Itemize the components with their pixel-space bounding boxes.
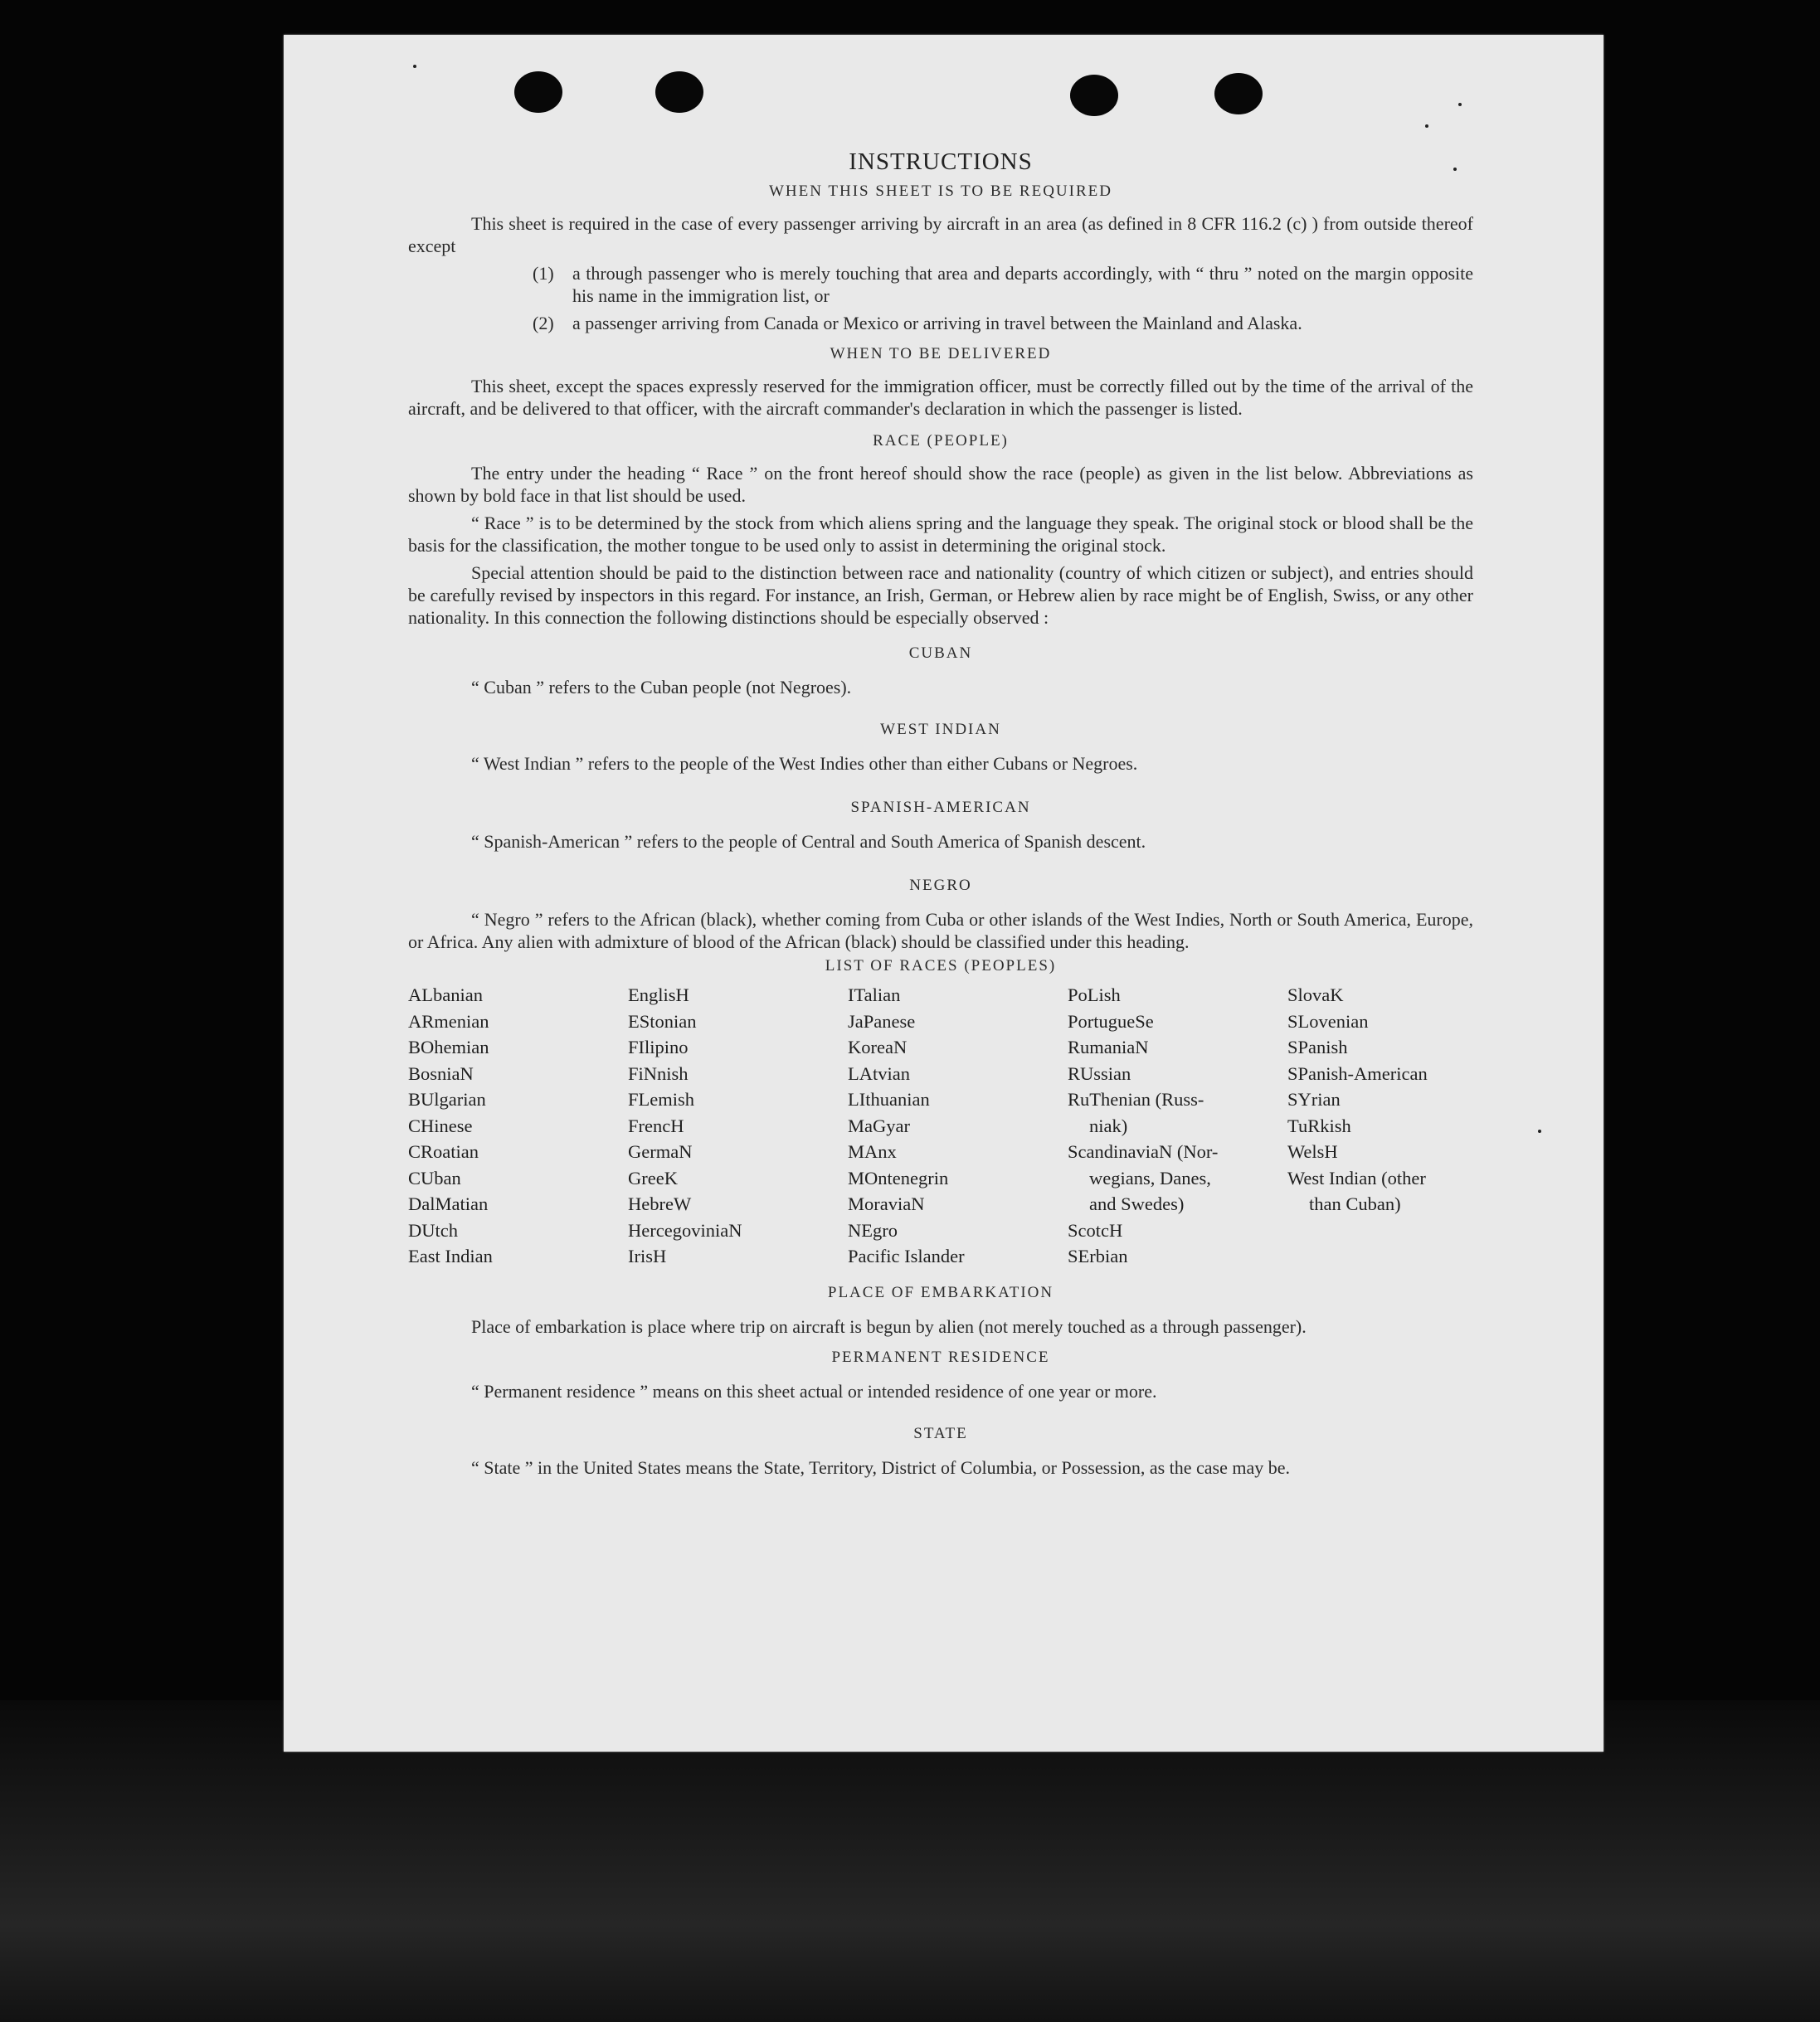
race-entry: RUssian [1068, 1062, 1131, 1084]
embarkation-text: Place of embarkation is place where trip on aircraft is begun by alien (not merely touched as a through passenger). [471, 1315, 1307, 1337]
required-intro: This sheet is required in the case of every passenger arriving by aircraft in an area (as defined in 8 CFR 116.2 (c) ) from outside thereof except [408, 213, 1473, 256]
section-heading-west-indian: WEST INDIAN [880, 721, 1001, 738]
cuban-text: “ Cuban ” refers to the Cuban people (not Negroes). [471, 677, 852, 697]
races-column [628, 982, 848, 1270]
punch-hole [1070, 75, 1118, 116]
exception-text: a through passenger who is merely touching that area and departs accordingly, with “ thru ” noted on the margin opposite his name in the immigration list, or [572, 263, 1473, 306]
races-column [1068, 982, 1287, 1270]
race-entry: SErbian [1068, 1246, 1128, 1266]
race-entry: KoreaN [848, 1037, 908, 1057]
punch-hole [514, 71, 562, 113]
race-entry: MOntenegrin [848, 1167, 949, 1188]
race-entry: ALbanian [408, 984, 483, 1005]
race-entry: ITalian [848, 984, 901, 1005]
races-column [408, 982, 628, 1270]
race-entry: GreeK [628, 1167, 678, 1188]
dust-speck [1425, 124, 1428, 128]
dust-speck [1538, 1130, 1541, 1133]
race-entry: FLemish [628, 1089, 695, 1110]
race-entry: BOhemian [408, 1037, 489, 1057]
race-entry: LIthuanian [848, 1089, 930, 1110]
race-entry: SlovaK [1287, 984, 1344, 1005]
race-entry: EnglisH [628, 984, 689, 1005]
section-heading-delivered: WHEN TO BE DELIVERED [830, 345, 1052, 362]
exception-number: (1) [533, 263, 554, 284]
race-entry: ScandinaviaN (Nor- [1068, 1141, 1219, 1162]
race-entry: SYrian [1287, 1089, 1341, 1110]
race-entry: IrisH [628, 1246, 667, 1266]
race-entry: TuRkish [1287, 1115, 1351, 1136]
instructions-text [408, 148, 1473, 1479]
race-entry: East Indian [408, 1246, 493, 1266]
race-entry: LAtvian [848, 1062, 910, 1084]
races-column [848, 982, 1068, 1270]
punch-hole [1214, 73, 1263, 114]
race-entry: West Indian (other [1287, 1167, 1426, 1188]
race-entry: Pacific Islander [848, 1246, 965, 1266]
section-heading-spanish-american: SPANISH-AMERICAN [850, 799, 1031, 816]
section-heading-negro: NEGRO [909, 877, 972, 894]
race-entry: ScotcH [1068, 1219, 1123, 1241]
race-entry: CUban [408, 1167, 461, 1188]
race-entry: WelsH [1287, 1141, 1338, 1162]
race-entry: FiNnish [628, 1062, 689, 1084]
residence-text: “ Permanent residence ” means on this sheet actual or intended residence of one year or more. [471, 1380, 1157, 1402]
race-entry: BUlgarian [408, 1089, 486, 1110]
race-entry: PoLish [1068, 984, 1121, 1005]
dust-speck [1458, 103, 1462, 106]
section-heading-state: STATE [913, 1424, 968, 1442]
section-heading-race: RACE (PEOPLE) [873, 432, 1009, 450]
section-heading-embarkation: PLACE OF EMBARKATION [827, 1283, 1054, 1301]
race-entry: BosniaN [408, 1062, 474, 1084]
dust-speck [413, 65, 416, 68]
section-heading-cuban: CUBAN [908, 644, 973, 662]
race-entry: SPanish [1287, 1037, 1348, 1057]
west-indian-text: “ West Indian ” refers to the people of the West Indies other than either Cubans or Negroes. [471, 753, 1138, 774]
document-page [284, 35, 1603, 1752]
race-entry-continuation: and Swedes) [1089, 1193, 1185, 1214]
section-heading-required: WHEN THIS SHEET IS TO BE REQUIRED [769, 182, 1112, 200]
race-entry: DalMatian [408, 1193, 489, 1214]
race-entry: CRoatian [408, 1141, 479, 1162]
race-entry: RumaniaN [1068, 1037, 1149, 1057]
race-entry: MoraviaN [848, 1193, 925, 1214]
section-heading-residence: PERMANENT RESIDENCE [831, 1348, 1050, 1366]
race-entry: GermaN [628, 1141, 693, 1162]
race-entry: SLovenian [1287, 1010, 1369, 1032]
race-entry: PortugueSe [1068, 1010, 1154, 1032]
race-entry: ARmenian [408, 1010, 489, 1032]
race-paragraph: Special attention should be paid to the distinction between race and nationality (country of which citizen or subject), and entries should be carefully revised by inspectors in this regard. For instance, an Irish, German, or Hebrew alien by race might be of English, Swiss, or any other nationality. In this connection the following distinctions should be especially observed : [408, 562, 1473, 628]
race-entry-continuation: wegians, Danes, [1089, 1167, 1211, 1188]
races-list [408, 982, 1473, 1270]
delivered-text: This sheet, except the spaces expressly reserved for the immigration officer, must be correctly filled out by the time of the arrival of the aircraft, and be delivered to that officer, with the aircraft commander's declaration in which the passenger is listed. [408, 376, 1473, 419]
exception-number: (2) [533, 313, 554, 333]
races-column [1287, 982, 1473, 1270]
race-paragraph: “ Race ” is to be determined by the stock from which aliens spring and the language they speak. The original stock or blood shall be the basis for the classification, the mother tongue to be used only to assist in determining the original stock. [408, 513, 1473, 556]
negro-text: “ Negro ” refers to the African (black), whether coming from Cuba or other islands of the West Indies, North or South America, Europe, or Africa. Any alien with admixture of blood of the African (black) should be classified under this heading. [408, 909, 1473, 952]
race-entry: MAnx [848, 1141, 897, 1162]
race-entry: EStonian [628, 1010, 697, 1032]
race-entry: MaGyar [848, 1115, 910, 1136]
exception-item [533, 312, 1473, 334]
race-entry: HebreW [628, 1193, 692, 1214]
race-entry: SPanish-American [1287, 1062, 1428, 1084]
page-title: INSTRUCTIONS [849, 148, 1033, 175]
exception-text: a passenger arriving from Canada or Mexico or arriving in travel between the Mainland and Alaska. [572, 313, 1302, 333]
race-paragraph: The entry under the heading “ Race ” on the front hereof should show the race (people) as given in the list below. Abbreviations as shown by bold face in that list should be used. [408, 463, 1473, 506]
state-text: “ State ” in the United States means the State, Territory, District of Columbia, or Possession, as the case may be. [471, 1456, 1291, 1478]
race-entry: JaPanese [848, 1010, 916, 1032]
race-entry: FrencH [628, 1115, 684, 1136]
section-heading-races-list: LIST OF RACES (PEOPLES) [825, 957, 1057, 975]
race-entry: RuThenian (Russ- [1068, 1089, 1204, 1110]
race-entry: HercegoviniaN [628, 1219, 742, 1241]
race-entry: DUtch [408, 1219, 458, 1241]
race-entry-continuation: than Cuban) [1309, 1193, 1401, 1214]
exception-item [533, 262, 1473, 307]
spanish-american-text: “ Spanish-American ” refers to the people of Central and South America of Spanish descent. [471, 831, 1146, 852]
race-entry-continuation: niak) [1089, 1115, 1128, 1136]
race-entry: FIlipino [628, 1037, 689, 1057]
race-entry: CHinese [408, 1115, 473, 1136]
race-entry: NEgro [848, 1219, 898, 1241]
punch-hole [655, 71, 703, 113]
